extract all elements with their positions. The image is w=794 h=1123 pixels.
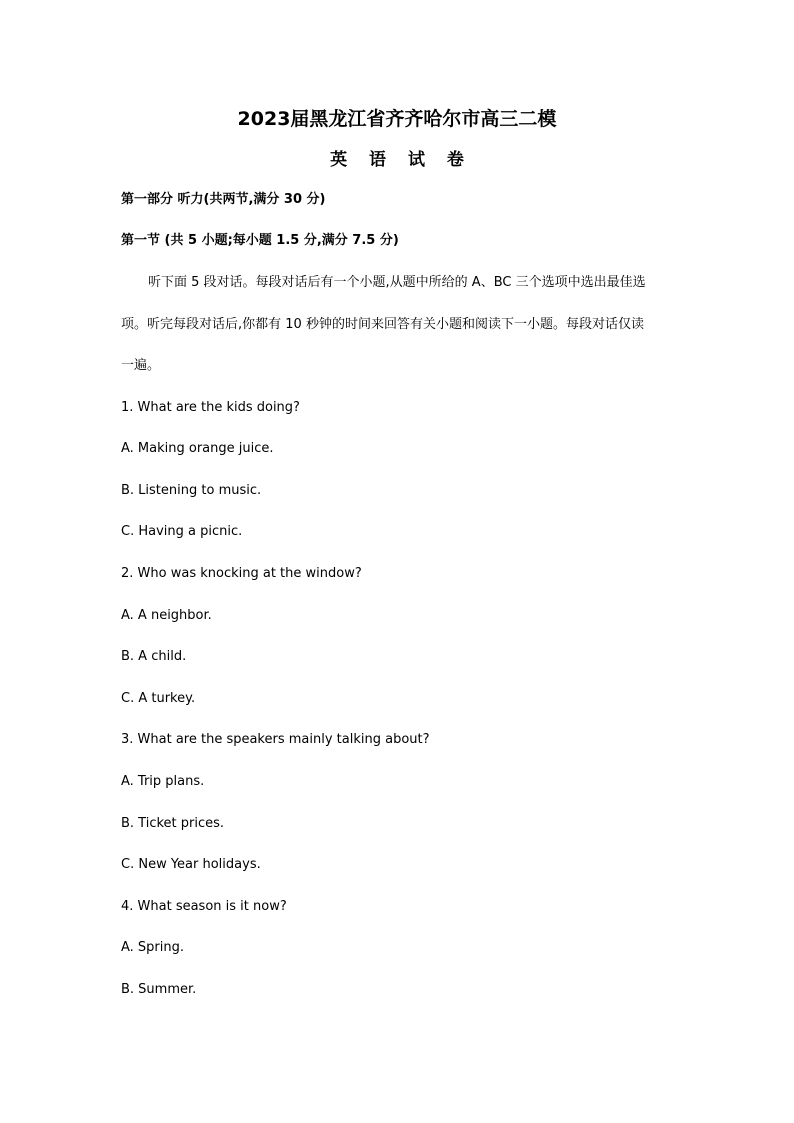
question-stem: 3. What are the speakers mainly talking about? xyxy=(121,732,430,747)
answer-option: A. Trip plans. xyxy=(121,774,205,789)
document-title: 2023届黑龙江省齐齐哈尔市高三二模 xyxy=(237,108,557,130)
instruction-line: 一遍。 xyxy=(121,358,161,373)
answer-option: C. A turkey. xyxy=(121,691,196,706)
document-subtitle: 英 语 试 卷 xyxy=(330,150,472,170)
answer-option: B. Summer. xyxy=(121,982,197,997)
section-heading: 第一节 (共 5 小题;每小题 1.5 分,满分 7.5 分) xyxy=(121,233,399,248)
answer-option: C. New Year holidays. xyxy=(121,857,261,872)
instruction-line: 听下面 5 段对话。每段对话后有一个小题,从题中所给的 A、BC 三个选项中选出最佳选 xyxy=(148,275,646,290)
question-stem: 1. What are the kids doing? xyxy=(121,400,300,415)
answer-option: B. Ticket prices. xyxy=(121,816,225,831)
answer-option: A. Making orange juice. xyxy=(121,441,274,456)
answer-option: A. A neighbor. xyxy=(121,608,212,623)
answer-option: B. Listening to music. xyxy=(121,483,262,498)
part-heading: 第一部分 听力(共两节,满分 30 分) xyxy=(121,192,326,207)
question-stem: 4. What season is it now? xyxy=(121,899,287,914)
answer-option: B. A child. xyxy=(121,649,187,664)
answer-option: A. Spring. xyxy=(121,940,185,955)
answer-option: C. Having a picnic. xyxy=(121,524,243,539)
instruction-line: 项。听完每段对话后,你都有 10 秒钟的时间来回答有关小题和阅读下一小题。每段对话仅读 xyxy=(121,317,644,332)
question-stem: 2. Who was knocking at the window? xyxy=(121,566,362,581)
